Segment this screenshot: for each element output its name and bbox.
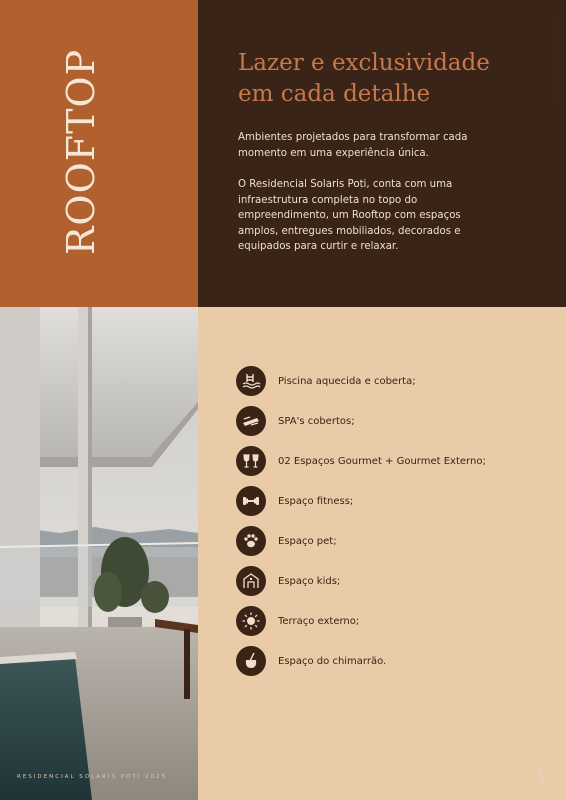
- amenity-label: 02 Espaços Gourmet + Gourmet Externo;: [278, 455, 486, 467]
- dumbbell-icon: [236, 486, 266, 516]
- heading-line-1: Lazer e exclusividade: [238, 50, 490, 76]
- intro-paragraph-2: O Residencial Solaris Poti, conta com uma infraestrutura completa no topo do empreendimento, um Rooftop com espaços amplos, entregues mobiliados, decorados e equipados para curtir e relaxar.: [238, 179, 461, 252]
- vertical-credit: · · · · · · · · · · · · · · · · · · · ·: [553, 15, 559, 105]
- amenities-list: [236, 361, 486, 681]
- intro-paragraph-1: Ambientes projetados para transformar cada momento em uma experiência única.: [238, 132, 468, 159]
- list-item: [236, 361, 486, 401]
- orange-title-panel: [0, 0, 198, 307]
- amenity-label: Espaço do chimarrão.: [278, 655, 387, 667]
- list-item: [236, 601, 486, 641]
- list-item: [236, 561, 486, 601]
- brand-logo-icon: [536, 762, 550, 784]
- pool-icon: [236, 366, 266, 396]
- list-item: [236, 481, 486, 521]
- footer-text: RESIDENCIAL SOLARIS POTI 2025: [17, 774, 168, 780]
- playground-icon: [236, 566, 266, 596]
- chimarrao-icon: [236, 646, 266, 676]
- amenity-label: Espaço kids;: [278, 575, 341, 587]
- spa-icon: [236, 406, 266, 436]
- amenity-label: Terraço externo;: [278, 615, 360, 627]
- amenity-label: Piscina aquecida e coberta;: [278, 375, 416, 387]
- list-item: [236, 401, 486, 441]
- amenity-label: Espaço pet;: [278, 535, 337, 547]
- rooftop-photo: [0, 307, 198, 800]
- amenity-label: SPA's cobertos;: [278, 415, 355, 427]
- heading-line-2: em cada detalhe: [238, 81, 431, 107]
- section-heading: [238, 48, 490, 110]
- wine-glasses-icon: [236, 446, 266, 476]
- amenity-label: Espaço fitness;: [278, 495, 354, 507]
- sun-icon: [236, 606, 266, 636]
- paw-icon: [236, 526, 266, 556]
- page-title: ROOFTOP: [59, 48, 103, 256]
- list-item: [236, 521, 486, 561]
- list-item: [236, 441, 486, 481]
- list-item: [236, 641, 486, 681]
